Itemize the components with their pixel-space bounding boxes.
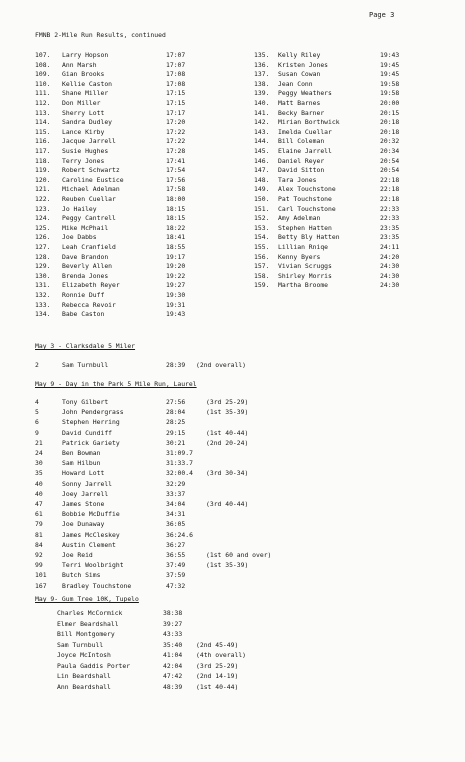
finish-time: 17:28 bbox=[166, 147, 186, 155]
place: 151. bbox=[254, 204, 270, 213]
runner-name: Joe Reid bbox=[62, 551, 93, 559]
finish-time: 17:41 bbox=[166, 156, 186, 165]
finish-time: 32:29 bbox=[166, 479, 186, 488]
runner-name: Susie Hughes bbox=[62, 147, 109, 155]
place: 131. bbox=[35, 281, 51, 290]
placement-note: (3rd 30-34) bbox=[206, 469, 249, 478]
runner-name: Martha Broome bbox=[278, 281, 329, 290]
place: 24 bbox=[35, 449, 43, 457]
place: 61 bbox=[35, 510, 43, 519]
runner-name: Gian Brooks bbox=[62, 70, 105, 79]
finish-time: 20:18 bbox=[380, 118, 400, 127]
tupelo-header: May 9- Gum Tree 10K, Tupelo bbox=[35, 595, 139, 603]
finish-time: 48:39 bbox=[163, 682, 183, 691]
finish-time: 17:22 bbox=[166, 137, 186, 146]
runner-name: John Pendergrass bbox=[62, 408, 124, 417]
place: 6 bbox=[35, 418, 39, 427]
runner-name: Stephen Herring bbox=[62, 418, 120, 427]
place: 135. bbox=[254, 51, 270, 59]
runner-name: Beverly Allen bbox=[62, 262, 113, 271]
runner-name: James Stone bbox=[62, 500, 105, 508]
runner-name: David Cundiff bbox=[62, 428, 113, 437]
finish-time: 17:08 bbox=[166, 79, 186, 88]
runner-name: Sam Hilbun bbox=[62, 459, 101, 468]
runner-name: Sherry Lott bbox=[62, 108, 105, 117]
runner-name: Tony Gilbert bbox=[62, 398, 109, 406]
placement-note: (1st 40-44) bbox=[196, 682, 239, 691]
place: 137. bbox=[254, 70, 270, 79]
runner-name: Joyce McIntosh bbox=[57, 651, 111, 659]
place: 92 bbox=[35, 551, 43, 559]
place: 153. bbox=[254, 223, 270, 232]
place: 5 bbox=[35, 408, 39, 417]
runner-name: Joe Dabbs bbox=[62, 233, 97, 242]
finish-time: 20:54 bbox=[380, 166, 400, 175]
runner-name: Kenny Byers bbox=[278, 252, 321, 261]
runner-name: Terry Jones bbox=[62, 156, 105, 165]
runner-name: Sonny Jarrell bbox=[62, 479, 113, 488]
finish-time: 31:33.7 bbox=[166, 459, 193, 468]
place: 119. bbox=[35, 166, 51, 175]
place: 157. bbox=[254, 262, 270, 271]
finish-time: 20:18 bbox=[380, 127, 400, 136]
place: 113. bbox=[35, 108, 51, 117]
place: 117. bbox=[35, 147, 51, 155]
place: 9 bbox=[35, 428, 39, 437]
finish-time: 28:39 bbox=[166, 361, 186, 369]
finish-time: 17:08 bbox=[166, 70, 186, 79]
place: 120. bbox=[35, 175, 51, 184]
finish-time: 47:42 bbox=[163, 672, 183, 680]
place: 152. bbox=[254, 214, 270, 223]
finish-time: 24:11 bbox=[380, 243, 400, 251]
finish-time: 22:33 bbox=[380, 214, 400, 223]
runner-name: Betty Bly Hatten bbox=[278, 233, 340, 242]
place: 145. bbox=[254, 147, 270, 155]
finish-time: 37:49 bbox=[166, 561, 186, 570]
finish-time: 27:56 bbox=[166, 398, 186, 406]
runner-name: Kelly Riley bbox=[278, 51, 321, 59]
finish-time: 17:20 bbox=[166, 118, 186, 127]
place: 112. bbox=[35, 99, 51, 107]
finish-time: 17:56 bbox=[166, 175, 186, 184]
finish-time: 42:04 bbox=[163, 661, 183, 670]
finish-time: 32:00.4 bbox=[166, 469, 193, 478]
place: 118. bbox=[35, 156, 51, 165]
runner-name: Leah Cranfield bbox=[62, 243, 116, 251]
place: 124. bbox=[35, 214, 51, 223]
place: 121. bbox=[35, 185, 51, 194]
two-mile-header: FMNB 2-Mile Run Results, continued bbox=[35, 31, 166, 39]
finish-time: 19:20 bbox=[166, 262, 186, 271]
finish-time: 28:25 bbox=[166, 418, 186, 427]
place: 127. bbox=[35, 243, 51, 251]
runner-name: Bill Montgomery bbox=[57, 630, 115, 638]
place: 138. bbox=[254, 79, 270, 88]
place: 125. bbox=[35, 223, 51, 232]
runner-name: Mirian Borthwick bbox=[278, 118, 340, 127]
runner-name: Pat Touchstone bbox=[278, 195, 332, 203]
runner-name: Brenda Jones bbox=[62, 271, 109, 280]
runner-name: Rebecca Revoir bbox=[62, 300, 116, 309]
runner-name: Sandra Dudley bbox=[62, 118, 113, 127]
place: 40 bbox=[35, 479, 43, 488]
place: 35 bbox=[35, 469, 43, 478]
finish-time: 17:22 bbox=[166, 127, 186, 136]
finish-time: 17:58 bbox=[166, 185, 186, 194]
place: 159. bbox=[254, 281, 270, 290]
finish-time: 24:30 bbox=[380, 262, 400, 271]
finish-time: 19:27 bbox=[166, 281, 186, 290]
finish-time: 36:55 bbox=[166, 551, 186, 559]
runner-name: Tara Jones bbox=[278, 175, 317, 184]
place: 156. bbox=[254, 252, 270, 261]
finish-time: 20:32 bbox=[380, 137, 400, 146]
runner-name: Dave Brandon bbox=[62, 252, 109, 261]
finish-time: 22:33 bbox=[380, 204, 400, 213]
runner-name: Robert Schwartz bbox=[62, 166, 120, 175]
runner-name: David Sitton bbox=[278, 166, 325, 175]
place: 133. bbox=[35, 300, 51, 309]
finish-time: 36:24.6 bbox=[166, 530, 193, 539]
runner-name: Joe Dunaway bbox=[62, 520, 105, 529]
place: 148. bbox=[254, 175, 270, 184]
runner-name: Bill Coleman bbox=[278, 137, 325, 146]
finish-time: 18:15 bbox=[166, 214, 186, 223]
place: 150. bbox=[254, 195, 270, 203]
finish-time: 17:54 bbox=[166, 166, 186, 175]
placement-note: (1st 35-39) bbox=[206, 561, 249, 570]
place: 158. bbox=[254, 271, 270, 280]
finish-time: 20:00 bbox=[380, 99, 400, 107]
runner-name: Lance Kirby bbox=[62, 127, 105, 136]
place: 132. bbox=[35, 291, 51, 299]
place: 123. bbox=[35, 204, 51, 213]
finish-time: 29:15 bbox=[166, 428, 186, 437]
place: 155. bbox=[254, 243, 270, 251]
runner-name: Jean Conn bbox=[278, 79, 313, 88]
placement-note: (2nd overall) bbox=[196, 361, 247, 369]
runner-name: Michael Adelman bbox=[62, 185, 120, 194]
finish-time: 23:35 bbox=[380, 233, 400, 242]
place: 111. bbox=[35, 89, 51, 98]
place: 142. bbox=[254, 118, 270, 127]
finish-time: 22:18 bbox=[380, 195, 400, 203]
runner-name: Reuben Cuellar bbox=[62, 195, 116, 203]
runner-name: Lillian Rniqe bbox=[278, 243, 329, 251]
finish-time: 35:40 bbox=[163, 640, 183, 649]
finish-time: 24:30 bbox=[380, 271, 400, 280]
place: 167 bbox=[35, 581, 47, 590]
runner-name: Bobbie McDuffie bbox=[62, 510, 120, 519]
place: 146. bbox=[254, 156, 270, 165]
finish-time: 47:32 bbox=[166, 581, 186, 590]
place: 109. bbox=[35, 70, 51, 79]
place: 116. bbox=[35, 137, 51, 146]
runner-name: Lin Beardshall bbox=[57, 672, 111, 680]
finish-time: 20:15 bbox=[380, 108, 400, 117]
finish-time: 19:22 bbox=[166, 271, 186, 280]
finish-time: 34:04 bbox=[166, 500, 186, 508]
place: 108. bbox=[35, 60, 51, 69]
runner-name: Babe Caston bbox=[62, 310, 105, 319]
place: 126. bbox=[35, 233, 51, 242]
runner-name: Patrick Gariety bbox=[62, 438, 120, 447]
runner-name: Caroline Eustice bbox=[62, 175, 124, 184]
place: 101 bbox=[35, 571, 47, 580]
runner-name: Kellie Caston bbox=[62, 79, 113, 88]
place: 154. bbox=[254, 233, 270, 242]
runner-name: Sam Turnbull bbox=[62, 361, 109, 369]
finish-time: 17:15 bbox=[166, 99, 186, 107]
runner-name: Ronnie Duff bbox=[62, 291, 105, 299]
finish-time: 43:33 bbox=[163, 630, 183, 638]
place: 139. bbox=[254, 89, 270, 98]
placement-note: (1st 60 and over) bbox=[206, 551, 272, 559]
placement-note: (1st 35-39) bbox=[206, 408, 249, 417]
runner-name: Ben Bowman bbox=[62, 449, 101, 457]
runner-name: Terri Woolbright bbox=[62, 561, 124, 570]
finish-time: 19:43 bbox=[166, 310, 186, 319]
finish-time: 18:55 bbox=[166, 243, 186, 251]
finish-time: 19:58 bbox=[380, 89, 400, 98]
runner-name: Bradley Touchstone bbox=[62, 581, 132, 590]
place: 141. bbox=[254, 108, 270, 117]
finish-time: 18:15 bbox=[166, 204, 186, 213]
finish-time: 33:37 bbox=[166, 489, 186, 498]
runner-name: Charles McCormick bbox=[57, 609, 123, 617]
runner-name: Vivian Scruggs bbox=[278, 262, 332, 271]
place: 140. bbox=[254, 99, 270, 107]
runner-name: Jo Hailey bbox=[62, 204, 97, 213]
finish-time: 24:30 bbox=[380, 281, 400, 290]
runner-name: Daniel Reyer bbox=[278, 156, 325, 165]
runner-name: Elizabeth Reyer bbox=[62, 281, 120, 290]
runner-name: Kristen Jones bbox=[278, 60, 329, 69]
finish-time: 20:54 bbox=[380, 156, 400, 165]
runner-name: Butch Sims bbox=[62, 571, 101, 580]
place: 149. bbox=[254, 185, 270, 194]
runner-name: James McCleskey bbox=[62, 530, 120, 539]
runner-name: Imelda Cuellar bbox=[278, 127, 332, 136]
runner-name: Ann Marsh bbox=[62, 60, 97, 69]
finish-time: 22:18 bbox=[380, 175, 400, 184]
finish-time: 19:45 bbox=[380, 70, 400, 79]
runner-name: Peggy Weathers bbox=[278, 89, 332, 98]
finish-time: 20:34 bbox=[380, 147, 400, 155]
clarksdale-header: May 3 - Clarksdale 5 Miler bbox=[35, 342, 136, 350]
place: 21 bbox=[35, 438, 43, 447]
runner-name: Paula Gaddis Porter bbox=[57, 661, 131, 670]
place: 84 bbox=[35, 540, 43, 549]
finish-time: 18:22 bbox=[166, 223, 186, 232]
finish-time: 30:21 bbox=[166, 438, 186, 447]
place: 81 bbox=[35, 530, 43, 539]
place: 110. bbox=[35, 79, 51, 88]
place: 128. bbox=[35, 252, 51, 261]
runner-name: Howard Lott bbox=[62, 469, 105, 478]
place: 4 bbox=[35, 398, 39, 406]
laurel-header: May 9 - Day in the Park 5 Mile Run, Laurel bbox=[35, 380, 197, 388]
finish-time: 38:38 bbox=[163, 609, 183, 617]
runner-name: Peggy Cantrell bbox=[62, 214, 116, 223]
finish-time: 19:17 bbox=[166, 252, 186, 261]
place: 143. bbox=[254, 127, 270, 136]
place: 107. bbox=[35, 51, 51, 59]
place: 147. bbox=[254, 166, 270, 175]
place: 79 bbox=[35, 520, 43, 529]
runner-name: Elaine Jarrell bbox=[278, 147, 332, 155]
placement-note: (4th overall) bbox=[196, 651, 247, 659]
placement-note: (3rd 25-29) bbox=[196, 661, 239, 670]
runner-name: Don Miller bbox=[62, 99, 101, 107]
finish-time: 18:00 bbox=[166, 195, 186, 203]
place: 122. bbox=[35, 195, 51, 203]
place: 136. bbox=[254, 60, 270, 69]
runner-name: Matt Barnes bbox=[278, 99, 321, 107]
runner-name: Carl Touchstone bbox=[278, 204, 336, 213]
runner-name: Mike McPhail bbox=[62, 223, 109, 232]
finish-time: 17:07 bbox=[166, 60, 186, 69]
place: 129. bbox=[35, 262, 51, 271]
place: 144. bbox=[254, 137, 270, 146]
place: 47 bbox=[35, 500, 43, 508]
finish-time: 19:30 bbox=[166, 291, 186, 299]
place: 99 bbox=[35, 561, 43, 570]
finish-time: 19:45 bbox=[380, 60, 400, 69]
finish-time: 17:17 bbox=[166, 108, 186, 117]
runner-name: Becky Barner bbox=[278, 108, 325, 117]
finish-time: 19:31 bbox=[166, 300, 186, 309]
runner-name: Jacque Jarrell bbox=[62, 137, 116, 146]
finish-time: 19:58 bbox=[380, 79, 400, 88]
place: 114. bbox=[35, 118, 51, 127]
finish-time: 19:43 bbox=[380, 51, 400, 59]
runner-name: Austin Clement bbox=[62, 540, 116, 549]
runner-name: Larry Hopson bbox=[62, 51, 109, 59]
finish-time: 23:35 bbox=[380, 223, 400, 232]
finish-time: 17:15 bbox=[166, 89, 186, 98]
finish-time: 31:09.7 bbox=[166, 449, 193, 457]
placement-note: (1st 40-44) bbox=[206, 428, 249, 437]
place: 2 bbox=[35, 361, 39, 369]
finish-time: 22:18 bbox=[380, 185, 400, 194]
runner-name: Sam Turnbull bbox=[57, 640, 104, 649]
placement-note: (3rd 25-29) bbox=[206, 398, 249, 406]
finish-time: 24:20 bbox=[380, 252, 400, 261]
finish-time: 36:05 bbox=[166, 520, 186, 529]
runner-name: Shane Miller bbox=[62, 89, 109, 98]
finish-time: 41:04 bbox=[163, 651, 183, 659]
place: 115. bbox=[35, 127, 51, 136]
runner-name: Susan Cowan bbox=[278, 70, 321, 79]
placement-note: (2nd 45-49) bbox=[196, 640, 239, 649]
place: 30 bbox=[35, 459, 43, 468]
page-number: Page 3 bbox=[369, 11, 395, 19]
runner-name: Elmer Beardshall bbox=[57, 619, 119, 628]
runner-name: Amy Adelman bbox=[278, 214, 321, 223]
runner-name: Joey Jarrell bbox=[62, 489, 109, 498]
finish-time: 36:27 bbox=[166, 540, 186, 549]
runner-name: Stephen Hatten bbox=[278, 223, 332, 232]
finish-time: 28:04 bbox=[166, 408, 186, 417]
placement-note: (2nd 20-24) bbox=[206, 438, 249, 447]
placement-note: (2nd 14-19) bbox=[196, 672, 239, 680]
finish-time: 17:07 bbox=[166, 51, 186, 59]
runner-name: Shirley Morris bbox=[278, 271, 332, 280]
place: 40 bbox=[35, 489, 43, 498]
finish-time: 34:31 bbox=[166, 510, 186, 519]
finish-time: 39:27 bbox=[163, 619, 183, 628]
placement-note: (3rd 40-44) bbox=[206, 500, 249, 508]
place: 134. bbox=[35, 310, 51, 319]
finish-time: 37:59 bbox=[166, 571, 186, 580]
finish-time: 18:41 bbox=[166, 233, 186, 242]
runner-name: Alex Touchstone bbox=[278, 185, 336, 194]
runner-name: Ann Beardshall bbox=[57, 682, 111, 691]
place: 130. bbox=[35, 271, 51, 280]
